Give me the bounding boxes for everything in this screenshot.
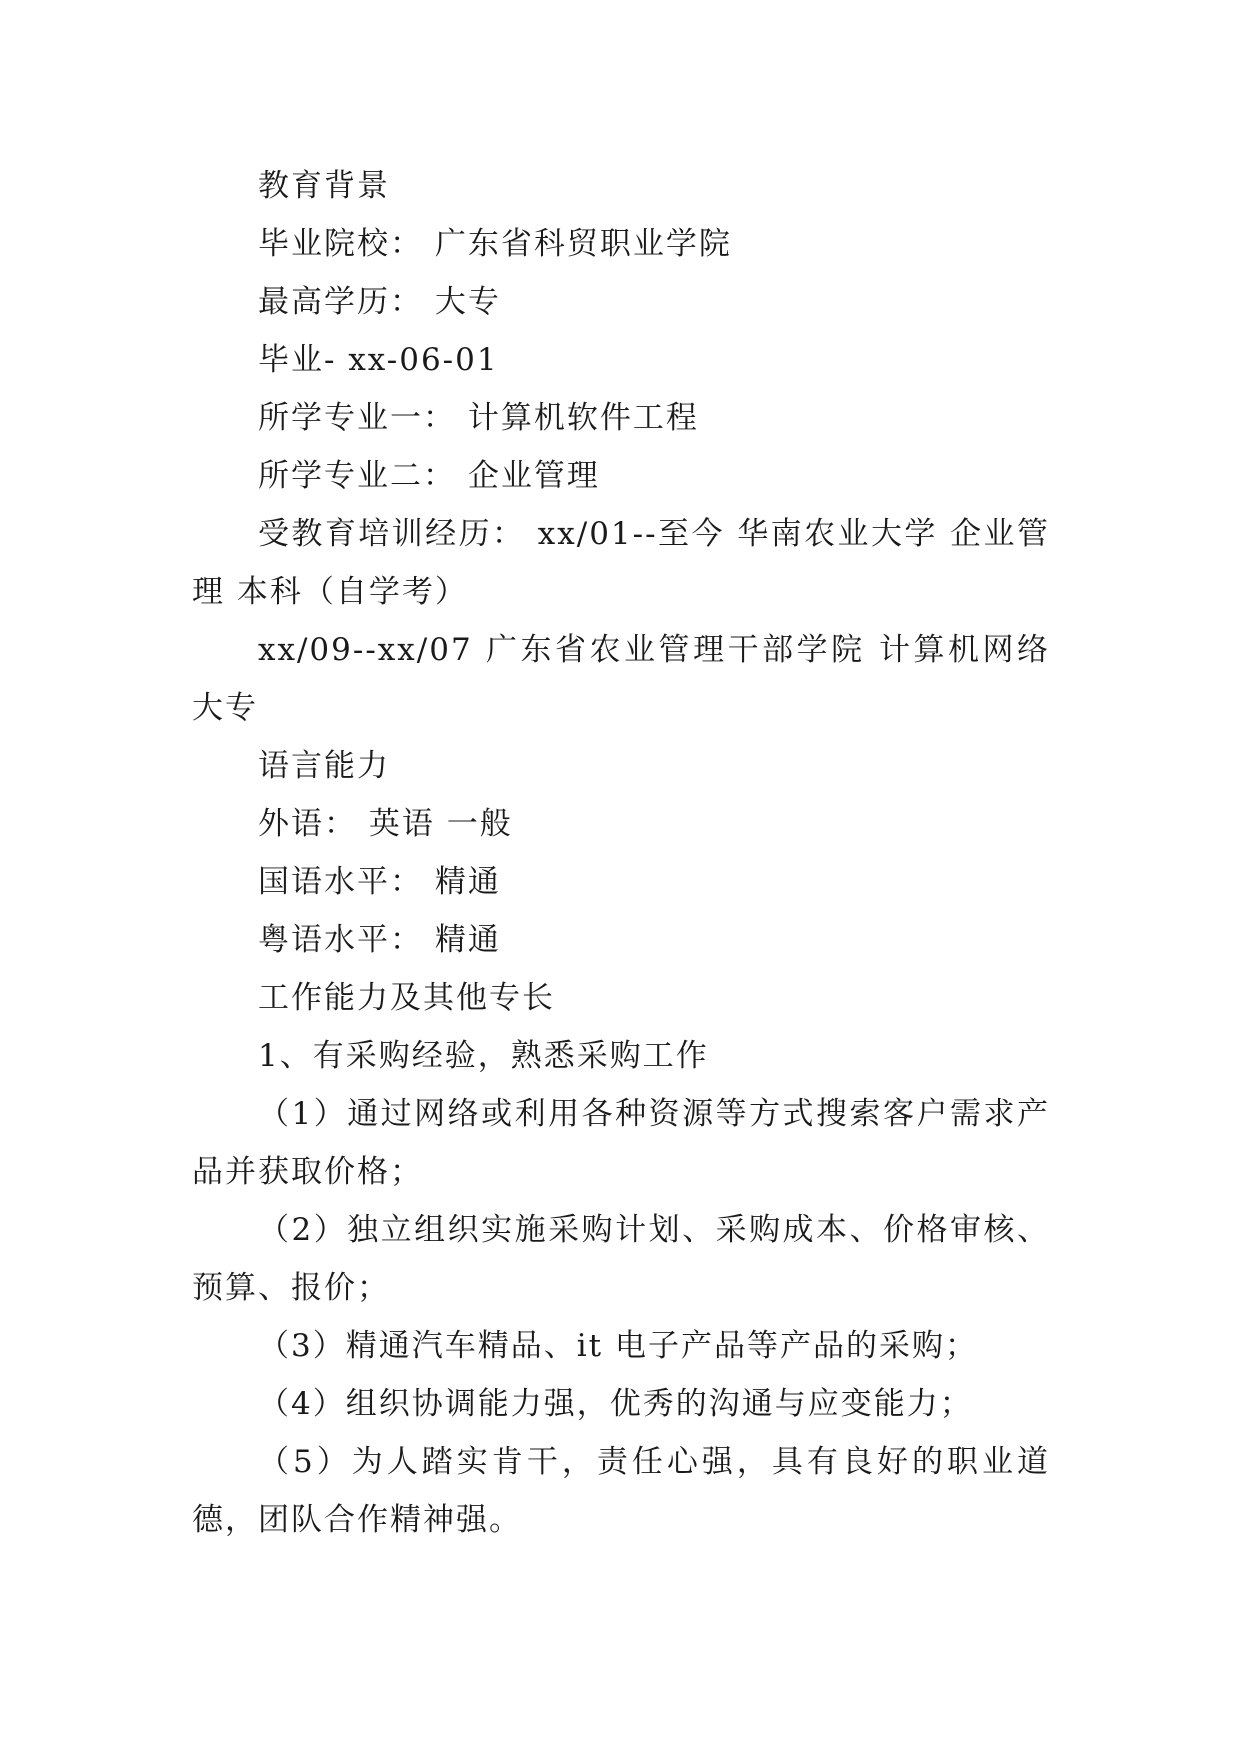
graduation-school: 毕业院校： 广东省科贸职业学院 (258, 226, 732, 262)
mandarin-level: 国语水平： 精通 (258, 864, 501, 900)
skill-subitem: （4）组织协调能力强，优秀的沟通与应变能力； (258, 1386, 973, 1422)
graduation-date: 毕业- xx-06-01 (258, 342, 499, 378)
highest-degree: 最高学历： 大专 (258, 284, 501, 320)
major-two: 所学专业二： 企业管理 (258, 458, 600, 494)
section-heading-language: 语言能力 (258, 748, 390, 784)
training-history-item: xx/09--xx/07 广东省农业管理干部学院 计算机网络大专 (192, 632, 1050, 726)
skill-subitem: （3）精通汽车精品、it 电子产品等产品的采购； (258, 1328, 978, 1364)
section-heading-education: 教育背景 (258, 168, 390, 204)
major-one: 所学专业一： 计算机软件工程 (258, 400, 699, 436)
foreign-language: 外语： 英语 一般 (258, 806, 513, 842)
skill-subitem: （5）为人踏实肯干，责任心强，具有良好的职业道德，团队合作精神强。 (192, 1444, 1050, 1538)
skill-subitem: （1）通过网络或利用各种资源等方式搜索客户需求产品并获取价格； (192, 1096, 1050, 1190)
section-heading-skills: 工作能力及其他专长 (258, 980, 555, 1016)
skill-item: 1、有采购经验，熟悉采购工作 (258, 1038, 709, 1074)
training-history: 受教育培训经历： xx/01--至今 华南农业大学 企业管理 本科（自学考） (192, 516, 1050, 610)
document-body (192, 157, 1050, 1549)
skill-subitem: （2）独立组织实施采购计划、采购成本、价格审核、预算、报价； (192, 1212, 1050, 1306)
cantonese-level: 粤语水平： 精通 (258, 922, 501, 958)
